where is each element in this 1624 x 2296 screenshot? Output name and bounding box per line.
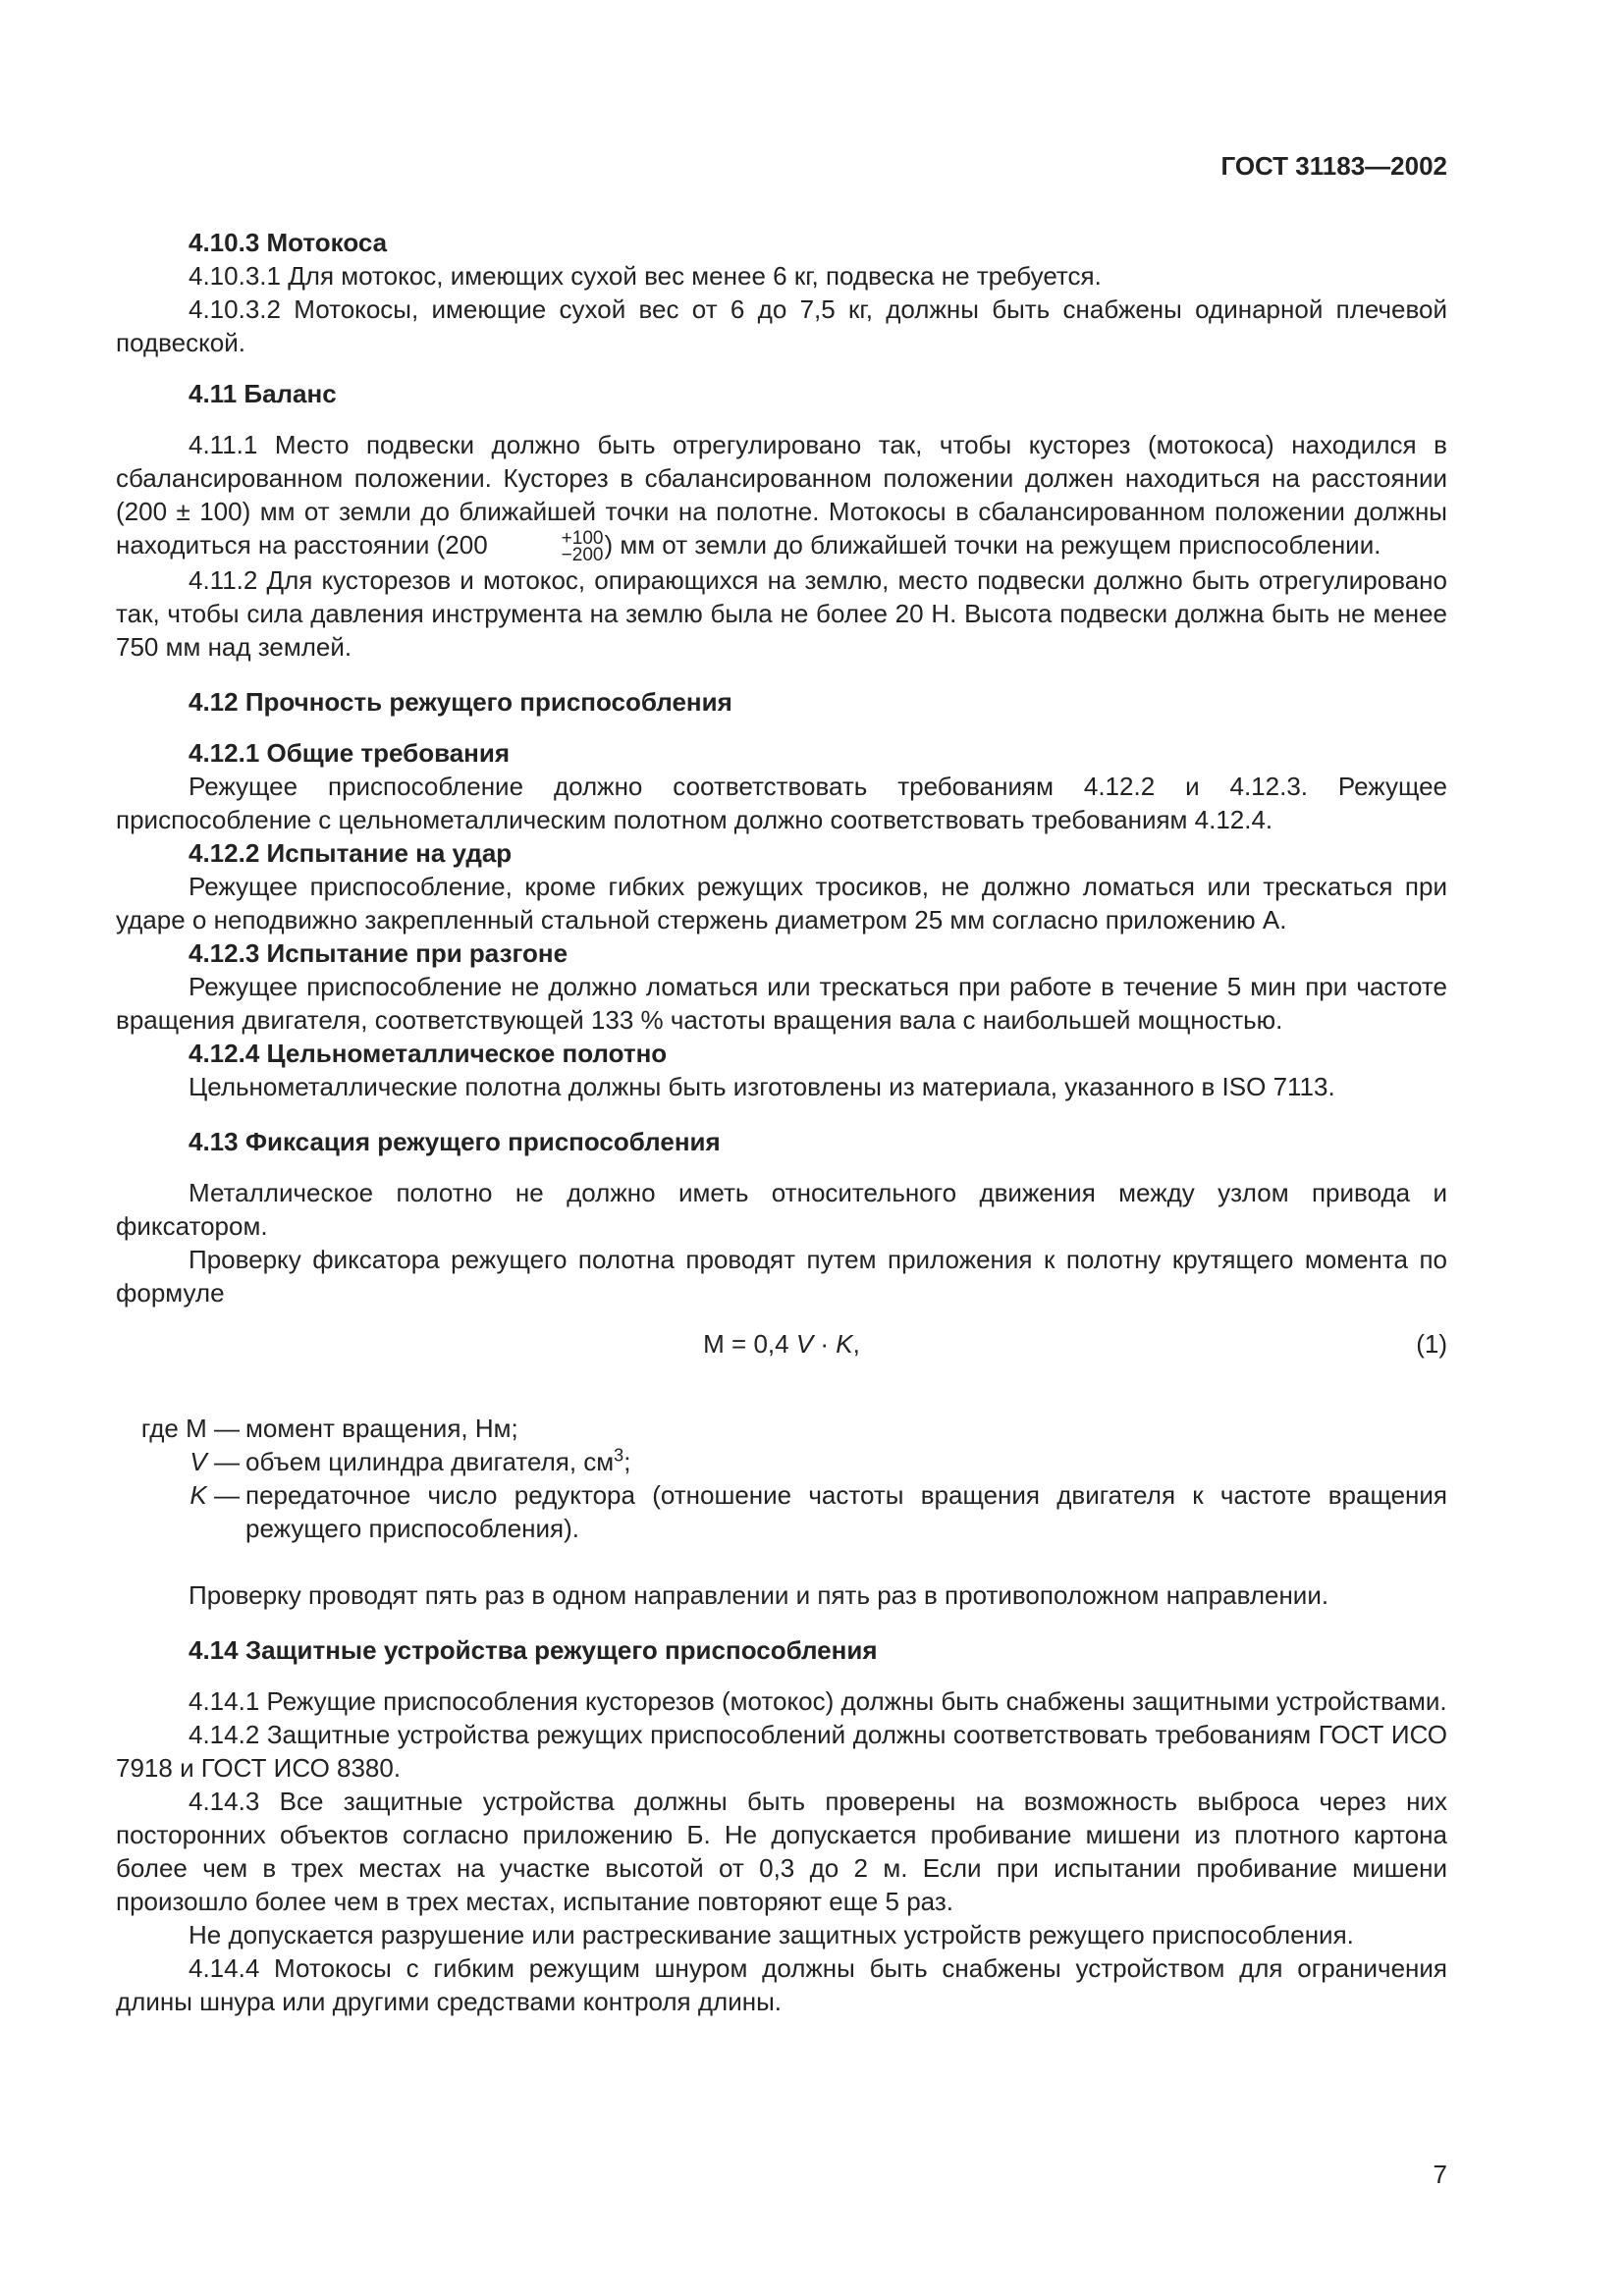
definition-v-tail: ; — [623, 1447, 631, 1477]
paragraph-4-14-4: 4.14.4 Мотокосы с гибким режущим шнуром должны быть снабжены устройством для ограничения длины шнура или другими средствами контроля длины. — [116, 1953, 1447, 2017]
section-heading-4-12: 4.12 Прочность режущего приспособления — [189, 687, 732, 718]
paragraph-4-14-2: 4.14.2 Защитные устройства режущих приспособлений должны соответствовать требованиям ГОСТ ИСО 7918 и ГОСТ ИСО 8380. — [116, 1720, 1447, 1784]
paragraph-4-14-3: 4.14.3 Все защитные устройства должны быть проверены на возможность выброса через них посторонних объектов согласно приложению Б. Не допускается пробивание мишени из плотного картона более чем в трех местах на участке высотой от 0,3 до 2 м. Если при испытании пробивание мишени произошло более чем в трех местах, испытание повторяют еще 5 раз. — [116, 1787, 1447, 1917]
definition-symbol — [116, 1478, 240, 1545]
definition-row — [116, 1412, 1447, 1445]
paragraph-4-12-2: Режущее приспособление, кроме гибких режущих тросиков, не должно ломаться или трескаться при ударе о неподвижно закрепленный стальной стержень диаметром 25 мм согласно приложению А. — [116, 872, 1447, 935]
section-heading-4-13: 4.13 Фиксация режущего приспособления — [189, 1127, 721, 1157]
definition-text: передаточное число редуктора (отношение частоты вращения двигателя к частоте вращения режущего приспособления). — [245, 1480, 1447, 1544]
paragraph-4-14-3-b: Не допускается разрушение или растрескивание защитных устройств режущего приспособления. — [189, 1920, 1354, 1950]
paragraph-4-10-3-1: 4.10.3.1 Для мотокос, имеющих сухой вес менее 6 кг, подвеска не требуется. — [189, 261, 1102, 291]
paragraph-4-11-1 — [116, 428, 1447, 566]
formula-dot: · — [813, 1329, 837, 1360]
section-heading-4-11: 4.11 Баланс — [189, 379, 337, 408]
formula — [116, 1327, 1447, 1361]
tolerance-superscript-subscript — [489, 528, 604, 566]
paragraph-4-14-1: 4.14.1 Режущие приспособления кусторезов (мотокос) должны быть снабжены защитными устройствами. — [189, 1686, 1447, 1717]
definition-row — [116, 1445, 1447, 1478]
formula-row — [116, 1327, 1447, 1366]
page-number: 7 — [1433, 2160, 1447, 2189]
definition-row — [116, 1478, 1447, 1545]
symbol-v: V — — [189, 1447, 240, 1477]
paragraph-4-13-2: Проверку фиксатора режущего полотна проводят путем приложения к полотну крутящего момента по формуле — [116, 1245, 1447, 1308]
subsection-heading-4-12-4: 4.12.4 Цельнометаллическое полотно — [189, 1039, 668, 1069]
definition-symbol — [116, 1412, 240, 1445]
formula-definitions — [116, 1412, 1447, 1545]
symbol-k: K — — [189, 1480, 240, 1511]
symbol-m: М — — [186, 1414, 240, 1444]
definition-v-text: объем цилиндра двигателя, см — [245, 1447, 615, 1477]
paragraph-4-13-3: Проверку проводят пять раз в одном направлении и пять раз в противоположном направлении. — [189, 1580, 1329, 1611]
subsection-heading-4-12-1: 4.12.1 Общие требования — [189, 738, 511, 769]
paragraph-4-12-3: Режущее приспособление не должно ломаться или трескаться при работе в течение 5 мин при частоте вращения двигателя, соответствующей 133 % частоты вращения вала с наибольшей мощностью. — [116, 972, 1447, 1036]
formula-lhs: М = 0,4 — [703, 1329, 796, 1360]
formula-end: , — [852, 1329, 860, 1360]
section-heading-4-10-3: 4.10.3 Мотокоса — [189, 228, 388, 257]
tolerance-lower: −200 — [561, 545, 604, 566]
paragraph-4-13-1: Металлическое полотно не должно иметь относительного движения между узлом привода и фиксатором. — [116, 1178, 1447, 1242]
document-code: ГОСТ 31183—2002 — [1220, 151, 1447, 181]
definition-symbol — [116, 1445, 240, 1478]
formula-number: (1) — [1416, 1329, 1447, 1360]
subsection-heading-4-12-3: 4.12.3 Испытание при разгоне — [189, 938, 568, 969]
formula-k: K — [836, 1329, 853, 1360]
paragraph-4-10-3-2: 4.10.3.2 Мотокосы, имеющие сухой вес от 6 до 7,5 кг, должны быть снабжены одинарной плечевой подвеской. — [116, 294, 1447, 357]
page-body — [116, 226, 1447, 2018]
formula-v: V — [795, 1329, 814, 1360]
section-heading-4-14: 4.14 Защитные устройства режущего приспособления — [189, 1635, 878, 1666]
paragraph-4-11-1-text-b: ) мм от земли до ближайшей точки на режущем приспособлении. — [604, 530, 1381, 560]
tolerance-upper: +100 — [561, 528, 604, 550]
cubic-superscript: 3 — [614, 1445, 624, 1466]
definition-text: момент вращения, Нм; — [245, 1414, 518, 1444]
paragraph-4-11-2: 4.11.2 Для кусторезов и мотокос, опирающихся на землю, место подвески должно быть отрегулировано так, чтобы сила давления инструмента на землю была не более 20 Н. Высота подвески должна быть не менее 750 мм над землей. — [116, 565, 1447, 663]
subsection-heading-4-12-2: 4.12.2 Испытание на удар — [189, 838, 513, 869]
paragraph-4-12-1: Режущее приспособление должно соответствовать требованиям 4.12.2 и 4.12.3. Режущее приспособление с цельнометаллическим полотном должно соответствовать требованиям 4.12.4. — [116, 772, 1447, 835]
where-prefix: где — [140, 1414, 179, 1444]
paragraph-4-12-4: Цельнометаллические полотна должны быть изготовлены из материала, указанного в ISO 7113. — [189, 1072, 1335, 1102]
paragraph-4-11-1-text-a: 4.11.1 Место подвески должно быть отрегулировано так, чтобы кусторез (мотокоса) находился в сбалансированном положении. Кусторез в сбалансированном положении должен находиться на расстоянии (200 ± 100) мм от земли до ближайшей точки на полотне. Мотокосы в сбалансированном положении должны находиться на расстоянии (200 — [116, 430, 1447, 560]
definition-text — [240, 1445, 1447, 1478]
